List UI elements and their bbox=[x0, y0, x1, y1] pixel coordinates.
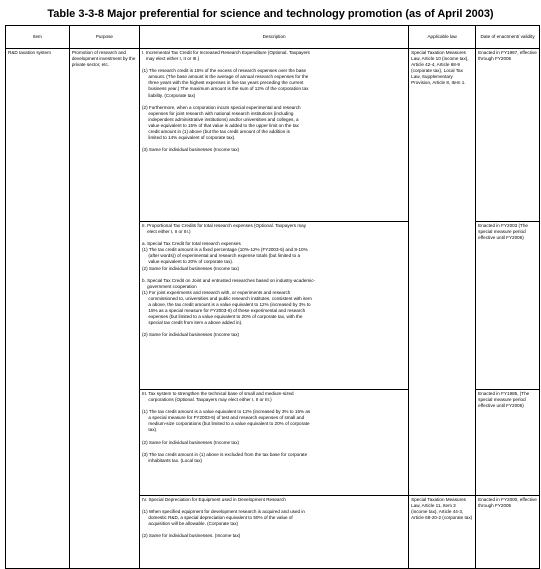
header-purpose: Purpose bbox=[69, 26, 139, 49]
description-line: medium-size corporations (but limited to a value equivalent to 20% of corporate bbox=[142, 421, 310, 427]
table-row bbox=[6, 49, 540, 222]
header-applicable-law: Applicable law bbox=[409, 26, 476, 49]
description-line: (3) Same for individual businesses (Income tax) bbox=[142, 147, 240, 153]
description-line: inhabitants tax. (Local tax) bbox=[142, 457, 203, 463]
description-line: (2) Same for individual businesses (Income tax) bbox=[142, 439, 240, 445]
description-line: IV. Special Depreciation for Equipment used in Development Research bbox=[142, 497, 286, 502]
description-line: a special measure for FY2003-6) of test and research expenses of small and bbox=[142, 415, 305, 421]
description-line: (1) For joint experiments and research with, or experiments and research bbox=[142, 289, 291, 295]
date-cell: Enacted in FY2000, effective through FY2005 bbox=[476, 496, 540, 569]
header-description: Description bbox=[140, 26, 409, 49]
description-line: III. Tax system to strengthen the technical base of small and medium-sized bbox=[142, 391, 294, 396]
description-line: (1) The tax credit amount is a value equivalent to 12% (increased by 3% to 15% as bbox=[142, 409, 311, 415]
description-line: a above, the tax credit amount is a value equivalent to 12% (increased by 3% to bbox=[142, 302, 311, 308]
description-line: (2) Furthermore, when a corporation incurs special experimental and research bbox=[142, 104, 301, 110]
description-line: (2) Same for individual businesses (Income tax) bbox=[142, 332, 240, 338]
date-cell: Enacted in FY2003 (The special measure period effective until FY2006) bbox=[476, 222, 540, 390]
description-line: (1) The research credit is 15% of the excess of research expenses over the base bbox=[142, 68, 307, 74]
description-line: b. Special Tax Credit on Joint and entrusted researches based on industry-academic- bbox=[142, 277, 316, 283]
preferential-table bbox=[5, 25, 540, 569]
description-line: may elect either I, II or III.) bbox=[142, 56, 200, 62]
page-title: Table 3-3-8 Major preferential for science and technology promotion (as of April 2003) bbox=[47, 8, 494, 20]
description-line: acquisition will be allowable. (Corporate tax) bbox=[142, 521, 239, 527]
description-line: domestic R&D, a special depreciation equivalent to 50% of the value of bbox=[142, 515, 293, 521]
description-line: limited to 14% equivalent of corporate tax). bbox=[142, 135, 236, 141]
description-line: II. Proportional Tax Credits for total research expenses (Optional. Taxpayers may bbox=[142, 223, 307, 228]
description-line: special tax credit from item a above added in). bbox=[142, 320, 243, 326]
description-cell bbox=[140, 49, 409, 222]
description-line: business year.) The maximum amount is the sum of 12% of the corporation tax bbox=[142, 86, 309, 92]
description-cell bbox=[140, 222, 409, 390]
description-line: three years with the highest expenses in five tax years preceding the current bbox=[142, 80, 304, 86]
description-line: independent administrative institutions) and/or universities and colleges, a bbox=[142, 116, 299, 122]
header-item: Item bbox=[6, 26, 70, 49]
description-line: (1) When specified equipment for development research is acquired and used in bbox=[142, 509, 305, 515]
description-line: (2) Same for individual businesses. (Income tax) bbox=[142, 533, 241, 539]
description-line: liability. (Corporate tax) bbox=[142, 92, 196, 98]
description-cell bbox=[140, 496, 409, 569]
purpose-cell: Promotion of research and development investment by the private sector, etc. bbox=[69, 49, 139, 569]
item-cell: R&D taxation system bbox=[6, 49, 70, 569]
description-line: expenses for joint research with national research institutions (including bbox=[142, 110, 294, 116]
header-date: Date of enactment/ validity bbox=[476, 26, 540, 49]
description-line: (after words)) of experimental and research expense totals (but limited to a bbox=[142, 253, 301, 259]
law-cell: Special Taxation Measures Law, Article 10 (income tax), Article 42-4, Article 68-9 (corporate tax), Local Tax Law, Supplementary Provision, Article 8, Item 1. bbox=[409, 49, 476, 496]
description-line: value equivalent to 15% of that value is added to the upper limit on the tax bbox=[142, 122, 299, 128]
description-line: (3) The tax credit amount in (1) above is excluded from the tax base for corporate bbox=[142, 451, 308, 457]
description-line: value equivalent to 20% of corporate tax). bbox=[142, 259, 234, 265]
description-line: 15% as a special measure for FY2003-6) of these experimental and research bbox=[142, 308, 306, 314]
description-cell bbox=[140, 390, 409, 496]
date-cell: Enacted in FY1967, effective through FY2005 bbox=[476, 49, 540, 222]
description-line: tax). bbox=[142, 427, 158, 433]
description-line: government cooperation bbox=[142, 283, 197, 289]
description-line: elect either I, II or III.) bbox=[142, 229, 191, 235]
description-line: credit amount in (1) above (but the tax credit amount of the addition is bbox=[142, 129, 290, 135]
description-line: (1) The tax credit amount is a fixed percentage (10%-12% (FY2003-6) and 8-10% bbox=[142, 247, 308, 253]
law-cell: Special Taxation Measures Law, Article 11, Item 3 (income tax), Article 44-3, Article 68-20-2 (corporate tax) bbox=[409, 496, 476, 569]
description-line: (2) Same for individual businesses (Income tax) bbox=[142, 265, 240, 271]
description-line: a. Special Tax Credit for total research expenses bbox=[142, 241, 241, 247]
description-line: amount. (The base amount is the average of annual research expenses for the bbox=[142, 74, 309, 80]
table-header-row bbox=[6, 26, 540, 49]
date-cell: Enacted in FY1985, (The special measure period effective until FY2005) bbox=[476, 390, 540, 496]
description-line: corporations (Optional. Taxpayers may elect either I, II or III.) bbox=[142, 397, 272, 403]
description-line: commissioned to, universities and public research institutes, consistent with item bbox=[142, 295, 312, 301]
description-line: I. Incremental Tax Credit for Increased Research Expenditure (Optional. Taxpayers bbox=[142, 50, 310, 55]
description-line: expenses (but limited to a value equivalent to 20% of corporate tax, with the bbox=[142, 314, 303, 320]
